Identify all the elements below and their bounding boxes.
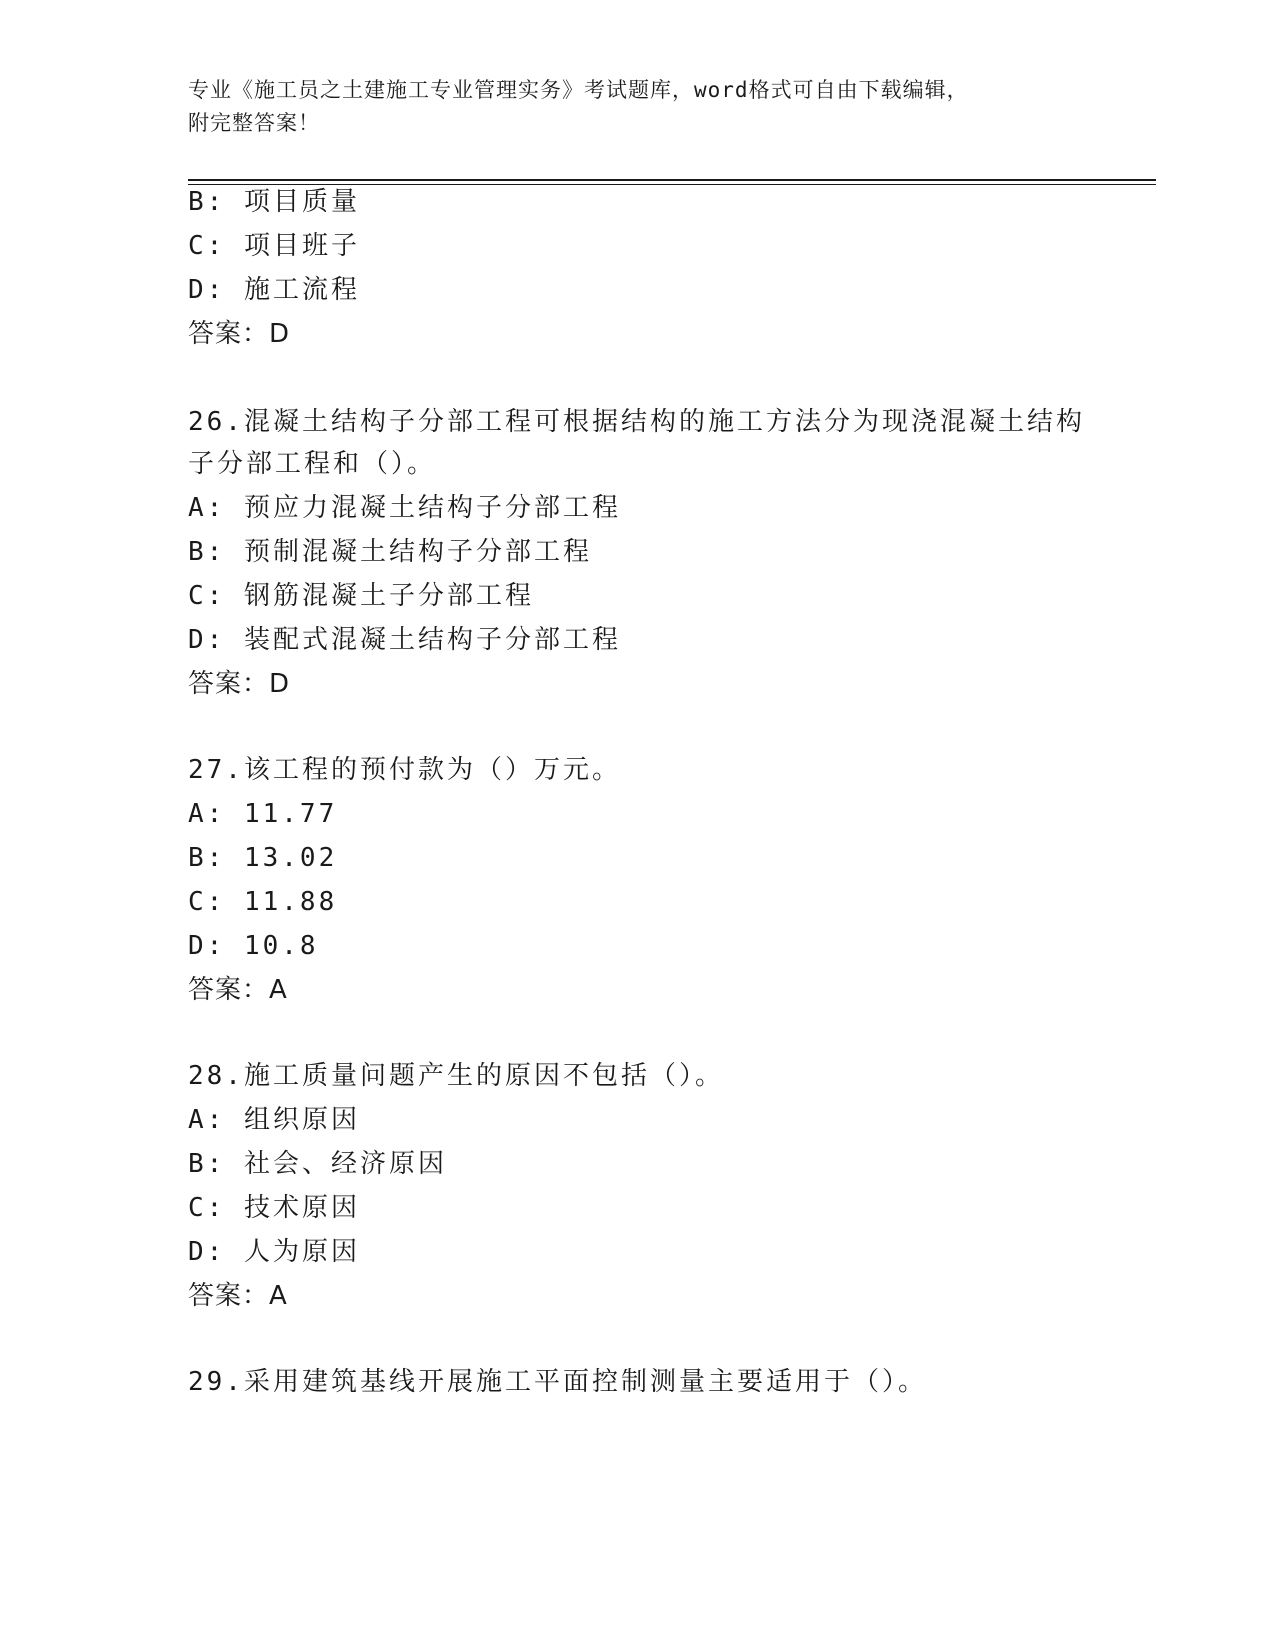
question-26-option-a: A: 预应力混凝土结构子分部工程 — [188, 493, 621, 523]
option-d: D: 施工流程 — [188, 275, 360, 305]
question-28-stem: 28.施工质量问题产生的原因不包括（）。 — [188, 1061, 724, 1091]
header-line-1: 专业《施工员之土建施工专业管理实务》考试题库，word格式可自由下载编辑， — [188, 78, 969, 102]
question-27-option-c: C: 11.88 — [188, 887, 338, 917]
question-27-option-a: A: 11.77 — [188, 799, 338, 829]
question-26-answer: 答案：D — [188, 669, 291, 699]
question-28-option-b: B: 社会、经济原因 — [188, 1149, 447, 1179]
question-27-option-d: D: 10.8 — [188, 931, 319, 961]
question-26-option-d: D: 装配式混凝土结构子分部工程 — [188, 625, 621, 655]
question-27-stem: 27.该工程的预付款为（）万元。 — [188, 755, 621, 785]
header-line-2: 附完整答案！ — [188, 111, 320, 135]
question-29-stem: 29.采用建筑基线开展施工平面控制测量主要适用于（）。 — [188, 1367, 927, 1397]
question-28-answer: 答案：A — [188, 1281, 288, 1311]
document-header — [188, 74, 1068, 140]
header-divider-thin — [188, 184, 1156, 185]
question-26-stem-line-2: 子分部工程和（）。 — [188, 449, 437, 479]
question-26-option-b: B: 预制混凝土结构子分部工程 — [188, 537, 592, 567]
question-27-option-b: B: 13.02 — [188, 843, 338, 873]
question-28-option-a: A: 组织原因 — [188, 1105, 360, 1135]
option-b: B: 项目质量 — [188, 187, 360, 217]
question-26-option-c: C: 钢筋混凝土子分部工程 — [188, 581, 534, 611]
answer: 答案：D — [188, 319, 291, 349]
question-28-option-c: C: 技术原因 — [188, 1193, 360, 1223]
question-27-answer: 答案：A — [188, 975, 288, 1005]
option-c: C: 项目班子 — [188, 231, 360, 261]
question-28-option-d: D: 人为原因 — [188, 1237, 360, 1267]
header-divider-thick — [188, 179, 1156, 181]
question-26-stem-line-1: 26.混凝土结构子分部工程可根据结构的施工方法分为现浇混凝土结构 — [188, 407, 1085, 437]
